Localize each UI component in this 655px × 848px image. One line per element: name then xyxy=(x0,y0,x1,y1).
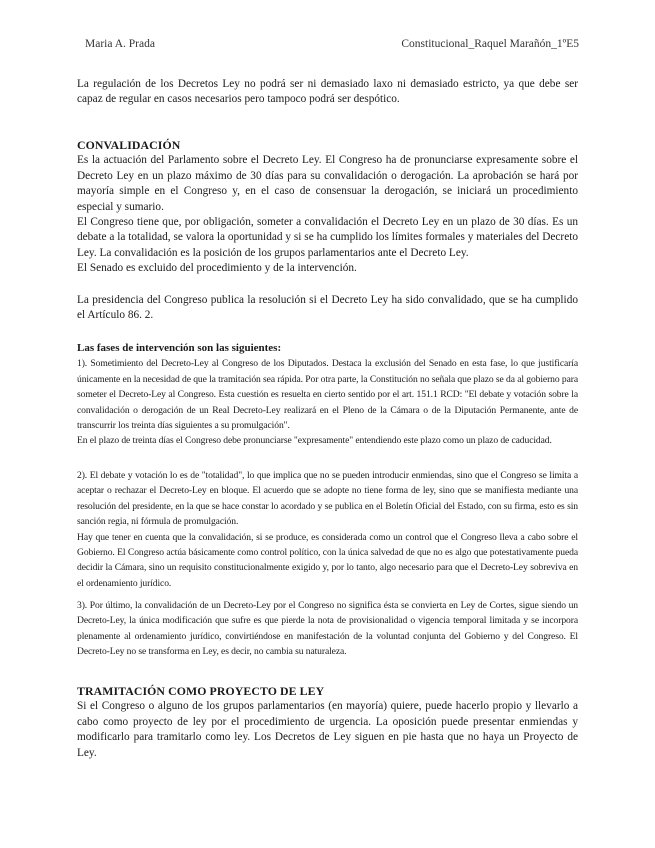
presidencia-paragraph: La presidencia del Congreso publica la resolución si el Decreto Ley ha sido convalidado, que se ha cumplido el Artículo 86. 2. xyxy=(77,294,578,322)
tramitacion-paragraph: Si el Congreso o alguno de los grupos parlamentarios (en mayoría) quiere, puede hacerlo propio y llevarlo a cabo como proyecto de ley por el procedimiento de urgencia. La oposición puede presentar enmiendas y modificarlo para tramitarlo como ley. Los Decretos de Ley siguen en pie hasta que no haya un Proyecto de Ley. xyxy=(77,700,578,759)
header-author: Maria A. Prada xyxy=(85,38,155,50)
fase-3-section xyxy=(77,598,578,660)
convalidacion-paragraph-2: El Congreso tiene que, por obligación, someter a convalidación el Decreto Ley en un plazo de 30 días. Es un debate a la totalidad, se valora la oportunidad y si se ha cumplido los límites formales y materiales del Decreto Ley. La convalidación es la posición de los grupos parlamentarios ante el Decreto Ley. xyxy=(77,216,578,259)
fase-1-plazo-paragraph: En el plazo de treinta días el Congreso debe pronunciarse "expresamente" entendiendo este plazo como un plazo de caducidad. xyxy=(77,435,552,447)
fases-section xyxy=(77,341,578,449)
fase-2-section xyxy=(77,468,578,591)
fase-1-paragraph: 1). Sometimiento del Decreto-Ley al Congreso de los Diputados. Destaca la exclusión del Senado en esta fase, lo que justificaría únicamente en la necesidad de que la tramitación sea rápida. Por otra parte, la Constitución no señala que plazo se da al gobierno para someter el Decreto-Ley al Congreso. Esta cuestión es resuelta en cierto sentido por el art. 151.1 RCD: "El debate y votación sobre la convalidación o derogación de un Real Decreto-Ley realizará en el Pleno de la Cámara o de la Diputación Permanente, ante de transcurrir los treinta días siguientes a su promulgación". xyxy=(77,358,578,432)
presidencia-section xyxy=(77,293,578,324)
header-course: Constitucional_Raquel Marañón_1ºE5 xyxy=(401,38,579,50)
convalidacion-paragraph-1: Es la actuación del Parlamento sobre el Decreto Ley. El Congreso ha de pronunciarse expresamente sobre el Decreto Ley en un plazo máximo de 30 días para su convalidación o derogación. La aprobación se hará por mayoría simple en el Congreso y, en el caso de consensuar la derogación, se iniciará un procedimiento especial y sumario. xyxy=(77,154,578,213)
convalidacion-heading: CONVALIDACIÓN xyxy=(77,138,181,152)
fase-3-paragraph: 3). Por último, la convalidación de un Decreto-Ley por el Congreso no significa ésta se convierta en Ley de Cortes, sigue siendo un Decreto-Ley, la única modificación que sufre es que pierde la nota de provisionalidad o vigencia temporal limitada y se incorpora plenamente al ordenamiento jurídico, convirtiéndose en manifestación de la voluntad conjunta del Gobierno y del Congreso. El Decreto-Ley no se transforma en Ley, es decir, no cambia su naturaleza. xyxy=(77,600,578,658)
tramitacion-heading: TRAMITACIÓN COMO PROYECTO DE LEY xyxy=(77,684,325,698)
intro-paragraph: La regulación de los Decretos Ley no podrá ser ni demasiado laxo ni demasiado estricto, ya que debe ser capaz de regular en casos necesarios pero tampoco podrá ser despótico. xyxy=(77,78,578,106)
tramitacion-section xyxy=(77,684,578,761)
fase-2-control-paragraph: Hay que tener en cuenta que la convalidación, si se produce, es considerada como un control que el Congreso lleva a cabo sobre el Gobierno. El Congreso actúa básicamente como control político, con la única salvedad de que no es algo que potestativamente pueda decidir la Cámara, sino un requisito constitucionalmente exigido y, por lo tanto, algo necesario para que el Decreto-Ley sobreviva en el ordenamiento jurídico. xyxy=(77,531,578,589)
fase-2-paragraph: 2). El debate y votación lo es de "totalidad", lo que implica que no se pueden introducir enmiendas, sino que el Congreso se limita a aceptar o rechazar el Decreto-Ley en bloque. El acuerdo que se adopte no tiene forma de ley, sino que se manifiesta mediante una resolución del presidente, en la que se hace constar lo acordado y se publica en el Boletín Oficial del Estado, con su firma, esto es sin sanción regia, ni fórmula de promulgación. xyxy=(77,470,578,528)
fases-heading: Las fases de intervención son las siguientes: xyxy=(77,342,282,354)
intro-section xyxy=(77,77,578,108)
convalidacion-paragraph-3: El Senado es excluido del procedimiento y de la intervención. xyxy=(77,262,357,275)
convalidacion-section xyxy=(77,138,578,277)
